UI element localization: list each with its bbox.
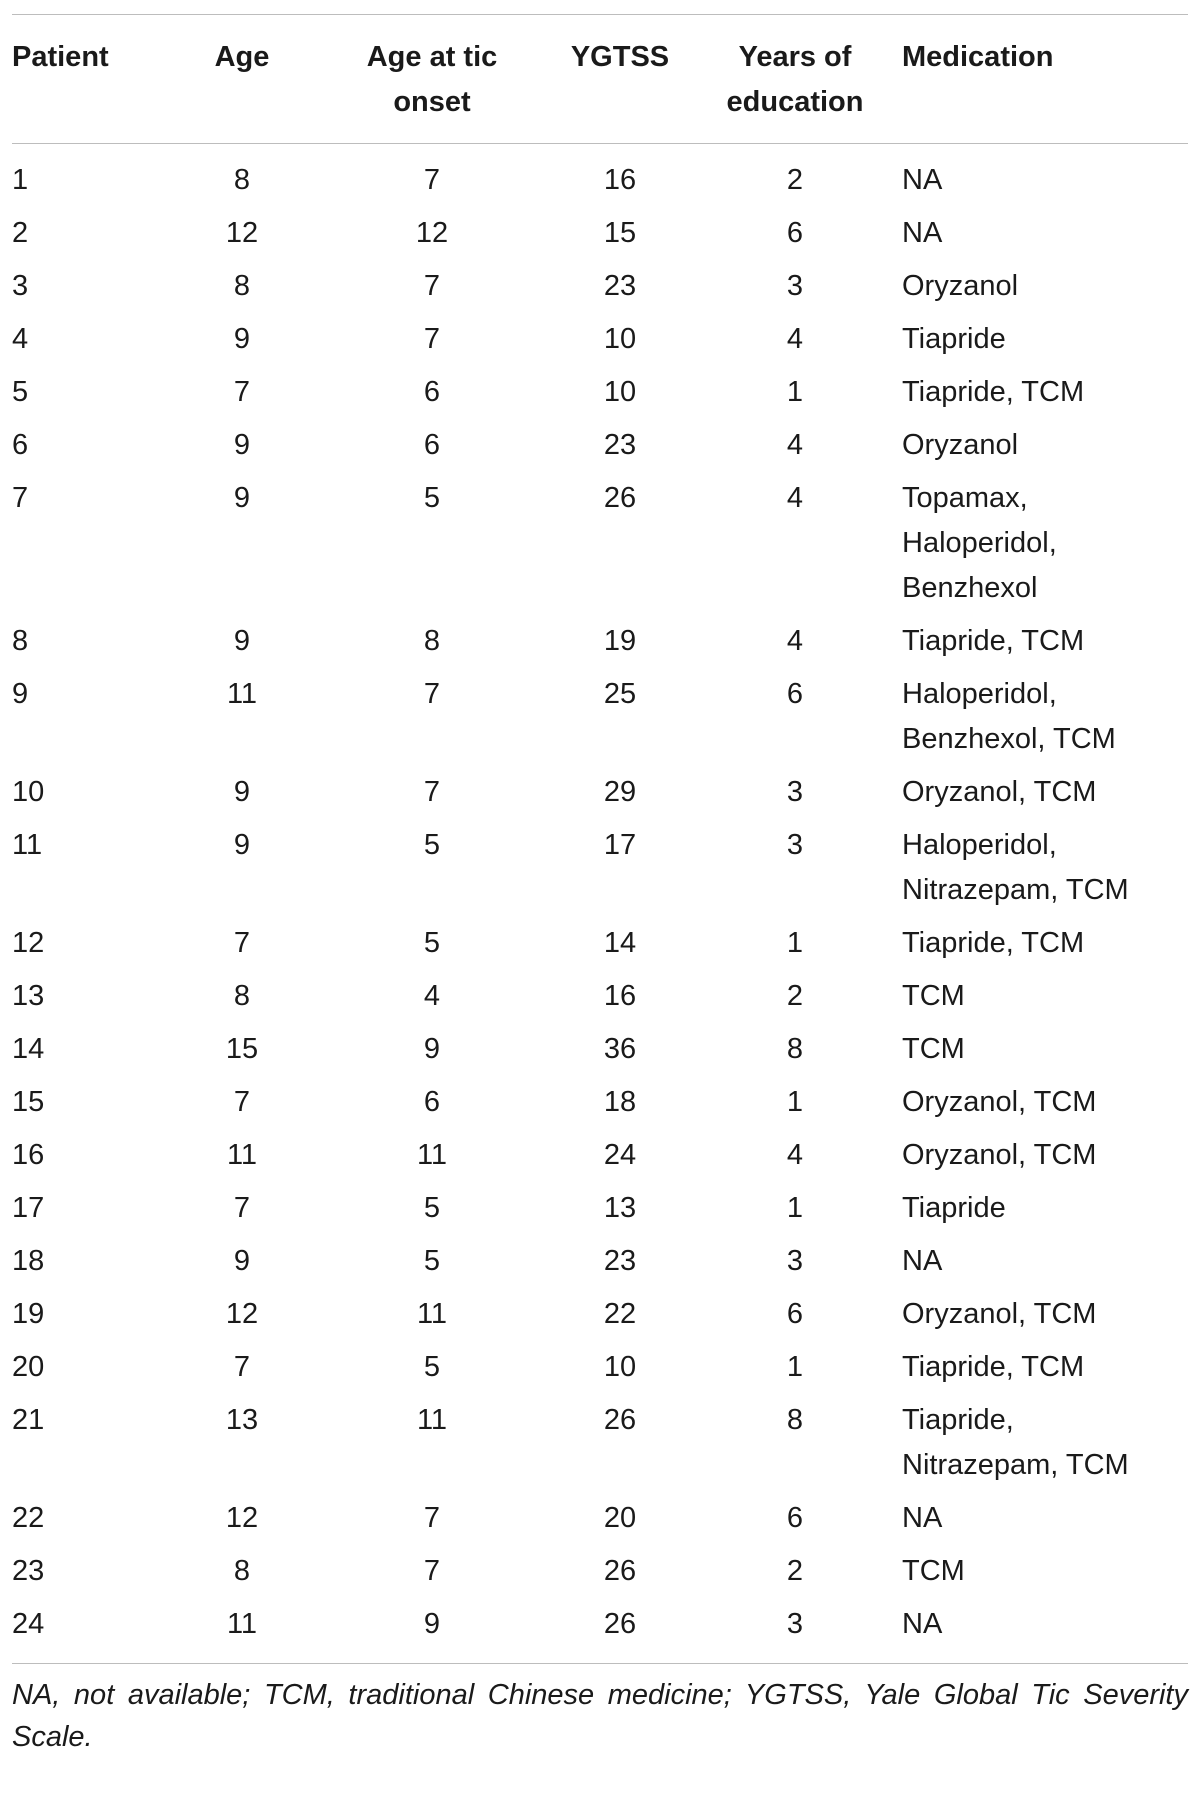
medication-line: Topamax,	[902, 482, 1028, 514]
cell-patient: 19	[12, 1298, 45, 1330]
cell-years-of-education: 1	[786, 376, 804, 408]
cell-age: 7	[233, 927, 251, 959]
cell-age: 7	[233, 1086, 251, 1118]
cell-medication	[902, 615, 1188, 668]
cell-age-at-tic-onset: 5	[423, 1351, 441, 1383]
header-age-at-tic-onset	[312, 15, 552, 144]
cell-ygtss: 20	[603, 1502, 637, 1534]
cell-patient: 4	[12, 323, 29, 355]
cell-patient: 12	[12, 927, 45, 959]
cell-medication	[902, 207, 1188, 260]
cell-medication	[902, 313, 1188, 366]
table-row	[12, 1341, 1188, 1394]
cell-medication	[902, 366, 1188, 419]
header-medication: Medication	[902, 41, 1054, 73]
medication-line: Oryzanol, TCM	[902, 1298, 1097, 1330]
medication-line: NA	[902, 217, 943, 249]
cell-years-of-education: 2	[786, 980, 804, 1012]
cell-medication	[902, 1545, 1188, 1598]
header-onset-line1: Age at tic	[366, 41, 498, 73]
medication-line: Benzhexol	[902, 572, 1038, 604]
table-row	[12, 260, 1188, 313]
cell-age: 9	[233, 429, 251, 461]
medication-line: Tiapride, TCM	[902, 1351, 1085, 1383]
table-row	[12, 819, 1188, 917]
medication-line: NA	[902, 1245, 943, 1277]
cell-medication	[902, 766, 1188, 819]
medication-line: Haloperidol,	[902, 829, 1057, 861]
medication-line: Tiapride	[902, 1192, 1006, 1224]
cell-ygtss: 10	[603, 376, 637, 408]
medication-line: TCM	[902, 1555, 965, 1587]
header-row	[12, 15, 1188, 144]
cell-years-of-education: 1	[786, 927, 804, 959]
cell-medication	[902, 1235, 1188, 1288]
cell-age-at-tic-onset: 7	[423, 270, 441, 302]
table-row	[12, 419, 1188, 472]
cell-ygtss: 23	[603, 270, 637, 302]
table-row	[12, 207, 1188, 260]
cell-years-of-education: 4	[786, 625, 804, 657]
cell-age: 8	[233, 164, 251, 196]
cell-ygtss: 36	[603, 1033, 637, 1065]
cell-age: 9	[233, 625, 251, 657]
cell-patient: 6	[12, 429, 29, 461]
cell-years-of-education: 1	[786, 1192, 804, 1224]
cell-age: 7	[233, 376, 251, 408]
cell-age-at-tic-onset: 5	[423, 829, 441, 861]
cell-age: 8	[233, 1555, 251, 1587]
cell-patient: 24	[12, 1608, 45, 1640]
cell-age-at-tic-onset: 5	[423, 482, 441, 514]
table-row	[12, 366, 1188, 419]
cell-age-at-tic-onset: 9	[423, 1033, 441, 1065]
cell-age: 8	[233, 980, 251, 1012]
medication-line: Tiapride, TCM	[902, 376, 1085, 408]
cell-ygtss: 10	[603, 323, 637, 355]
cell-age: 12	[225, 1502, 259, 1534]
cell-years-of-education: 3	[786, 270, 804, 302]
cell-patient: 17	[12, 1192, 45, 1224]
cell-years-of-education: 1	[786, 1351, 804, 1383]
cell-age: 8	[233, 270, 251, 302]
cell-age-at-tic-onset: 7	[423, 164, 441, 196]
cell-ygtss: 10	[603, 1351, 637, 1383]
cell-age-at-tic-onset: 4	[423, 980, 441, 1012]
cell-ygtss: 26	[603, 1608, 637, 1640]
cell-medication	[902, 1492, 1188, 1545]
table-row	[12, 1076, 1188, 1129]
medication-line: Oryzanol, TCM	[902, 1139, 1097, 1171]
table-row	[12, 917, 1188, 970]
cell-patient: 21	[12, 1404, 45, 1436]
cell-age-at-tic-onset: 7	[423, 1555, 441, 1587]
cell-ygtss: 24	[603, 1139, 637, 1171]
cell-ygtss: 16	[603, 164, 637, 196]
cell-medication	[902, 1288, 1188, 1341]
cell-age-at-tic-onset: 11	[416, 1139, 448, 1171]
cell-ygtss: 17	[603, 829, 637, 861]
table-row	[12, 1129, 1188, 1182]
header-patient: Patient	[12, 41, 109, 73]
header-age: Age	[214, 41, 270, 73]
cell-ygtss: 18	[603, 1086, 637, 1118]
table-row	[12, 472, 1188, 615]
cell-age: 11	[226, 1139, 258, 1171]
cell-patient: 20	[12, 1351, 45, 1383]
cell-medication	[902, 1182, 1188, 1235]
cell-patient: 9	[12, 678, 29, 710]
patient-table	[12, 14, 1188, 1664]
cell-medication	[902, 1076, 1188, 1129]
cell-age-at-tic-onset: 5	[423, 1192, 441, 1224]
cell-patient: 5	[12, 376, 29, 408]
medication-line: NA	[902, 164, 943, 196]
cell-age: 9	[233, 1245, 251, 1277]
cell-patient: 1	[12, 164, 29, 196]
header-onset-line2: onset	[393, 86, 471, 118]
cell-years-of-education: 4	[786, 429, 804, 461]
table-header	[12, 15, 1188, 144]
cell-years-of-education: 3	[786, 1608, 804, 1640]
medication-line: TCM	[902, 980, 965, 1012]
table-row	[12, 615, 1188, 668]
cell-ygtss: 26	[603, 482, 637, 514]
cell-patient: 14	[12, 1033, 45, 1065]
header-years-of-education	[688, 15, 902, 144]
cell-age-at-tic-onset: 6	[423, 1086, 441, 1118]
cell-age-at-tic-onset: 7	[423, 678, 441, 710]
cell-patient: 8	[12, 625, 29, 657]
cell-years-of-education: 6	[786, 678, 804, 710]
cell-years-of-education: 3	[786, 776, 804, 808]
cell-medication	[902, 1394, 1188, 1492]
cell-medication	[902, 917, 1188, 970]
table-row	[12, 668, 1188, 766]
cell-medication	[902, 1341, 1188, 1394]
cell-age-at-tic-onset: 9	[423, 1608, 441, 1640]
cell-age-at-tic-onset: 12	[415, 217, 449, 249]
cell-age: 7	[233, 1351, 251, 1383]
cell-ygtss: 16	[603, 980, 637, 1012]
cell-age: 11	[226, 1608, 258, 1640]
header-edu-line1: Years of	[738, 41, 852, 73]
cell-age: 11	[226, 678, 258, 710]
cell-age-at-tic-onset: 6	[423, 429, 441, 461]
cell-medication	[902, 1023, 1188, 1076]
cell-age: 9	[233, 829, 251, 861]
cell-age-at-tic-onset: 7	[423, 1502, 441, 1534]
cell-patient: 13	[12, 980, 45, 1012]
cell-age-at-tic-onset: 8	[423, 625, 441, 657]
table-row	[12, 313, 1188, 366]
cell-patient: 11	[12, 829, 43, 861]
cell-medication	[902, 970, 1188, 1023]
cell-years-of-education: 2	[786, 1555, 804, 1587]
table-row	[12, 1235, 1188, 1288]
cell-ygtss: 25	[603, 678, 637, 710]
table-row	[12, 1492, 1188, 1545]
cell-age-at-tic-onset: 6	[423, 376, 441, 408]
cell-years-of-education: 6	[786, 1298, 804, 1330]
table-row	[12, 766, 1188, 819]
cell-years-of-education: 3	[786, 829, 804, 861]
medication-line: Nitrazepam, TCM	[902, 874, 1129, 906]
cell-ygtss: 23	[603, 429, 637, 461]
cell-medication	[902, 472, 1188, 615]
table-row	[12, 1545, 1188, 1598]
medication-line: Haloperidol,	[902, 527, 1057, 559]
medication-line: Benzhexol, TCM	[902, 723, 1116, 755]
medication-line: Tiapride	[902, 323, 1006, 355]
cell-patient: 22	[12, 1502, 45, 1534]
cell-ygtss: 14	[603, 927, 637, 959]
cell-ygtss: 19	[603, 625, 637, 657]
cell-medication	[902, 1129, 1188, 1182]
table-row	[12, 1288, 1188, 1341]
cell-age: 9	[233, 323, 251, 355]
cell-years-of-education: 1	[786, 1086, 804, 1118]
cell-medication	[902, 419, 1188, 472]
table-footnote: NA, not available; TCM, traditional Chinese medicine; YGTSS, Yale Global Tic Severity Scale.	[12, 1679, 1188, 1753]
cell-ygtss: 26	[603, 1404, 637, 1436]
cell-years-of-education: 8	[786, 1404, 804, 1436]
cell-medication	[902, 260, 1188, 313]
cell-age: 12	[225, 217, 259, 249]
medication-line: Oryzanol	[902, 270, 1019, 302]
table-body	[12, 144, 1188, 1664]
cell-age-at-tic-onset: 7	[423, 776, 441, 808]
table-row	[12, 1182, 1188, 1235]
cell-years-of-education: 6	[786, 1502, 804, 1534]
cell-age: 9	[233, 776, 251, 808]
cell-age-at-tic-onset: 7	[423, 323, 441, 355]
cell-age: 12	[225, 1298, 259, 1330]
medication-line: Nitrazepam, TCM	[902, 1449, 1129, 1481]
cell-age-at-tic-onset: 5	[423, 1245, 441, 1277]
cell-years-of-education: 3	[786, 1245, 804, 1277]
table-row	[12, 1598, 1188, 1664]
cell-years-of-education: 8	[786, 1033, 804, 1065]
cell-medication	[902, 668, 1188, 766]
cell-age-at-tic-onset: 11	[416, 1298, 448, 1330]
table-row	[12, 1023, 1188, 1076]
cell-patient: 15	[12, 1086, 45, 1118]
cell-ygtss: 22	[603, 1298, 637, 1330]
table-row	[12, 144, 1188, 208]
medication-line: Oryzanol, TCM	[902, 776, 1097, 808]
medication-line: NA	[902, 1502, 943, 1534]
cell-years-of-education: 4	[786, 1139, 804, 1171]
table-row	[12, 1394, 1188, 1492]
cell-patient: 18	[12, 1245, 45, 1277]
cell-ygtss: 26	[603, 1555, 637, 1587]
cell-years-of-education: 4	[786, 482, 804, 514]
medication-line: Tiapride, TCM	[902, 927, 1085, 959]
cell-patient: 10	[12, 776, 45, 808]
cell-years-of-education: 2	[786, 164, 804, 196]
cell-medication	[902, 144, 1188, 208]
cell-years-of-education: 4	[786, 323, 804, 355]
cell-age: 7	[233, 1192, 251, 1224]
header-ygtss: YGTSS	[570, 41, 670, 73]
medication-line: Tiapride,	[902, 1404, 1014, 1436]
table-row	[12, 970, 1188, 1023]
cell-ygtss: 29	[603, 776, 637, 808]
cell-years-of-education: 6	[786, 217, 804, 249]
medication-line: Oryzanol, TCM	[902, 1086, 1097, 1118]
cell-age: 9	[233, 482, 251, 514]
medication-line: TCM	[902, 1033, 965, 1065]
cell-ygtss: 13	[603, 1192, 637, 1224]
cell-age: 13	[225, 1404, 259, 1436]
cell-patient: 3	[12, 270, 29, 302]
cell-patient: 16	[12, 1139, 45, 1171]
cell-age: 15	[225, 1033, 259, 1065]
cell-medication	[902, 1598, 1188, 1664]
cell-ygtss: 15	[603, 217, 637, 249]
cell-medication	[902, 819, 1188, 917]
medication-line: Oryzanol	[902, 429, 1019, 461]
medication-line: NA	[902, 1608, 943, 1640]
cell-patient: 23	[12, 1555, 45, 1587]
cell-ygtss: 23	[603, 1245, 637, 1277]
header-edu-line2: education	[726, 86, 864, 118]
cell-patient: 7	[12, 482, 29, 514]
cell-age-at-tic-onset: 5	[423, 927, 441, 959]
medication-line: Haloperidol,	[902, 678, 1057, 710]
medication-line: Tiapride, TCM	[902, 625, 1085, 657]
cell-age-at-tic-onset: 11	[416, 1404, 448, 1436]
cell-patient: 2	[12, 217, 29, 249]
